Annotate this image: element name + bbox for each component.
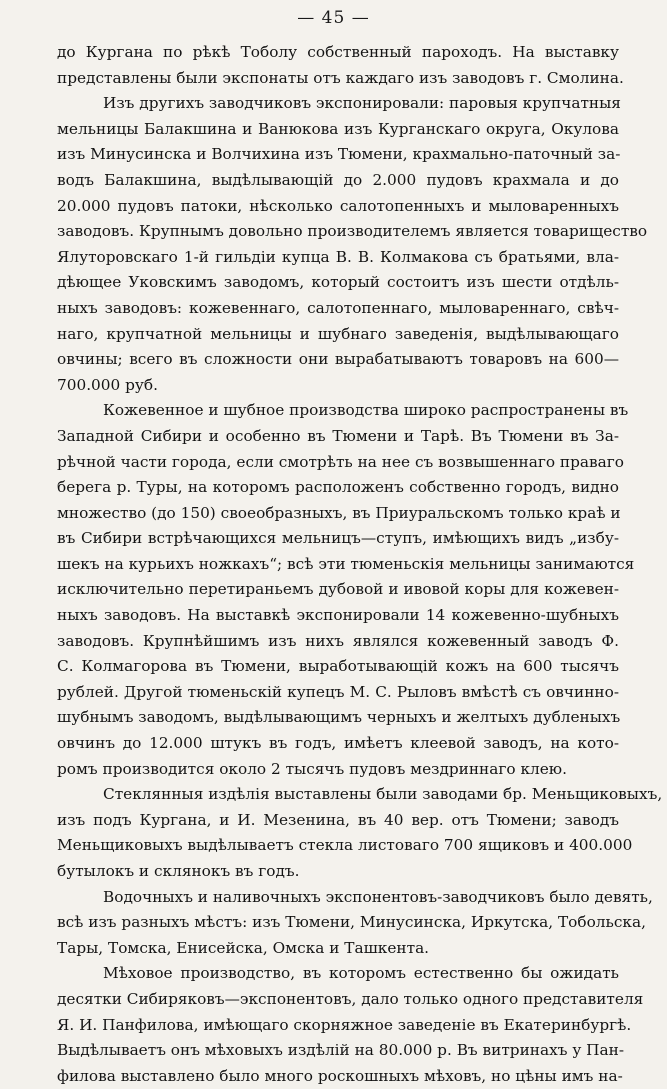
- paragraph: [57, 398, 635, 782]
- paragraph: [57, 961, 644, 1089]
- text-line: ныхъ заводовъ. На выставкѣ экспонировали 14 кожевенно-шубныхъ: [57, 606, 619, 625]
- text-line: дѣющее Уковскимъ заводомъ, который состоитъ изъ шести отдѣль-: [57, 273, 619, 292]
- text-line: исключительно перетираньемъ дубовой и ивовой коры для кожевен-: [57, 580, 619, 599]
- text-line: въ Сибири встрѣчающихся мельницъ—ступъ, имѣющихъ видъ „избу-: [57, 529, 619, 548]
- text-line: бутылокъ и склянокъ въ годъ.: [57, 862, 300, 880]
- page-text: [57, 40, 663, 1089]
- text-line: 20.000 пудовъ патоки, нѣсколько салотопенныхъ и мыловаренныхъ: [57, 196, 619, 215]
- page-number: — 45 —: [297, 8, 370, 28]
- text-line: С. Колмагорова въ Тюмени, выработывающій кожъ на 600 тысячъ: [57, 657, 619, 676]
- text-line: 700.000 руб.: [57, 375, 158, 394]
- text-line: Тары, Томска, Енисейска, Омска и Ташкента.: [57, 938, 430, 957]
- text-line: водъ Балакшина, выдѣлывающій до 2.000 пудовъ крахмала и до: [57, 170, 619, 189]
- paragraph: [57, 885, 653, 962]
- text-line: шекъ на курьихъ ножкахъ“; всѣ эти тюменьскія мельницы занимаются: [57, 554, 635, 573]
- text-line: мельницы Балакшина и Ванюкова изъ Курганскаго округа, Окулова: [57, 119, 619, 138]
- text-line: десятки Сибиряковъ—экспонентовъ, дало только одного представителя: [57, 989, 644, 1008]
- text-line: Водочныхъ и наливочныхъ экспонентовъ-заводчиковъ было девять,: [103, 887, 653, 906]
- text-line: изъ подъ Кургана, и И. Мезенина, въ 40 вер. отъ Тюмени; заводъ: [57, 810, 619, 829]
- text-line: изъ Минусинска и Волчихина изъ Тюмени, крахмально-паточный за-: [57, 145, 621, 164]
- text-line: рублей. Другой тюменьскій купецъ М. С. Рыловъ вмѣстѣ съ овчинно-: [57, 682, 619, 701]
- text-line: филова выставлено было много роскошныхъ мѣховъ, но цѣны имъ на-: [57, 1066, 623, 1085]
- text-line: Ялуторовскаго 1-й гильдіи купца В. В. Колмакова съ братьями, вла-: [57, 247, 619, 266]
- paragraph: [57, 91, 648, 398]
- text-line: всѣ изъ разныхъ мѣстъ: изъ Тюмени, Минусинска, Иркутска, Тобольска,: [57, 913, 646, 932]
- paragraph: [57, 782, 663, 884]
- text-line: ромъ производится около 2 тысячъ пудовъ мездриннаго клею.: [57, 759, 567, 778]
- text-line: представлены были экспонаты отъ каждаго изъ заводовъ г. Смолина.: [57, 68, 624, 87]
- paragraph: [57, 40, 624, 91]
- text-line: Кожевенное и шубное производства широко распространены въ: [103, 401, 629, 420]
- text-line: рѣчной части города, если смотрѣть на нее съ возвышеннаго праваго: [57, 452, 624, 471]
- text-line: заводовъ. Крупнѣйшимъ изъ нихъ являлся кожевенный заводъ Ф.: [57, 631, 619, 650]
- text-line: Западной Сибири и особенно въ Тюмени и Тарѣ. Въ Тюмени въ За-: [57, 426, 619, 445]
- text-line: Меньщиковыхъ выдѣлываетъ стекла листоваго 700 ящиковъ и 400.000: [57, 836, 633, 855]
- text-line: ныхъ заводовъ: кожевеннаго, салотопеннаго, мыловареннаго, свѣч-: [57, 298, 619, 317]
- text-line: Стеклянныя издѣлія выставлены были заводами бр. Меньщиковыхъ,: [103, 785, 663, 804]
- text-line: овчинъ до 12.000 штукъ въ годъ, имѣетъ клеевой заводъ, на кото-: [57, 734, 619, 753]
- text-line: заводовъ. Крупнымъ довольно производителемъ является товарищество: [57, 222, 648, 241]
- text-line: наго, крупчатной мельницы и шубнаго заведенія, выдѣлывающаго: [57, 324, 619, 343]
- text-line: до Кургана по рѣкѣ Тоболу собственный пароходъ. На выставку: [57, 43, 619, 61]
- text-line: Мѣховое производство, въ которомъ естественно бы ожидать: [103, 964, 619, 983]
- text-line: овчины; всего въ сложности они вырабатываютъ товаровъ на 600—: [57, 350, 619, 369]
- text-line: Изъ другихъ заводчиковъ экспонировали: паровыя крупчатныя: [103, 94, 621, 113]
- text-line: берега р. Туры, на которомъ расположенъ собственно городъ, видно: [57, 478, 619, 497]
- text-line: шубнымъ заводомъ, выдѣлывающимъ черныхъ и желтыхъ дубленыхъ: [57, 708, 621, 727]
- text-line: множество (до 150) своеобразныхъ, въ Приуральскомъ только краѣ и: [57, 503, 621, 522]
- text-line: Выдѣлываетъ онъ мѣховыхъ издѣлій на 80.000 р. Въ витринахъ у Пан-: [57, 1041, 625, 1060]
- text-line: Я. И. Панфилова, имѣющаго скорняжное заведеніе въ Екатеринбургѣ.: [57, 1015, 632, 1034]
